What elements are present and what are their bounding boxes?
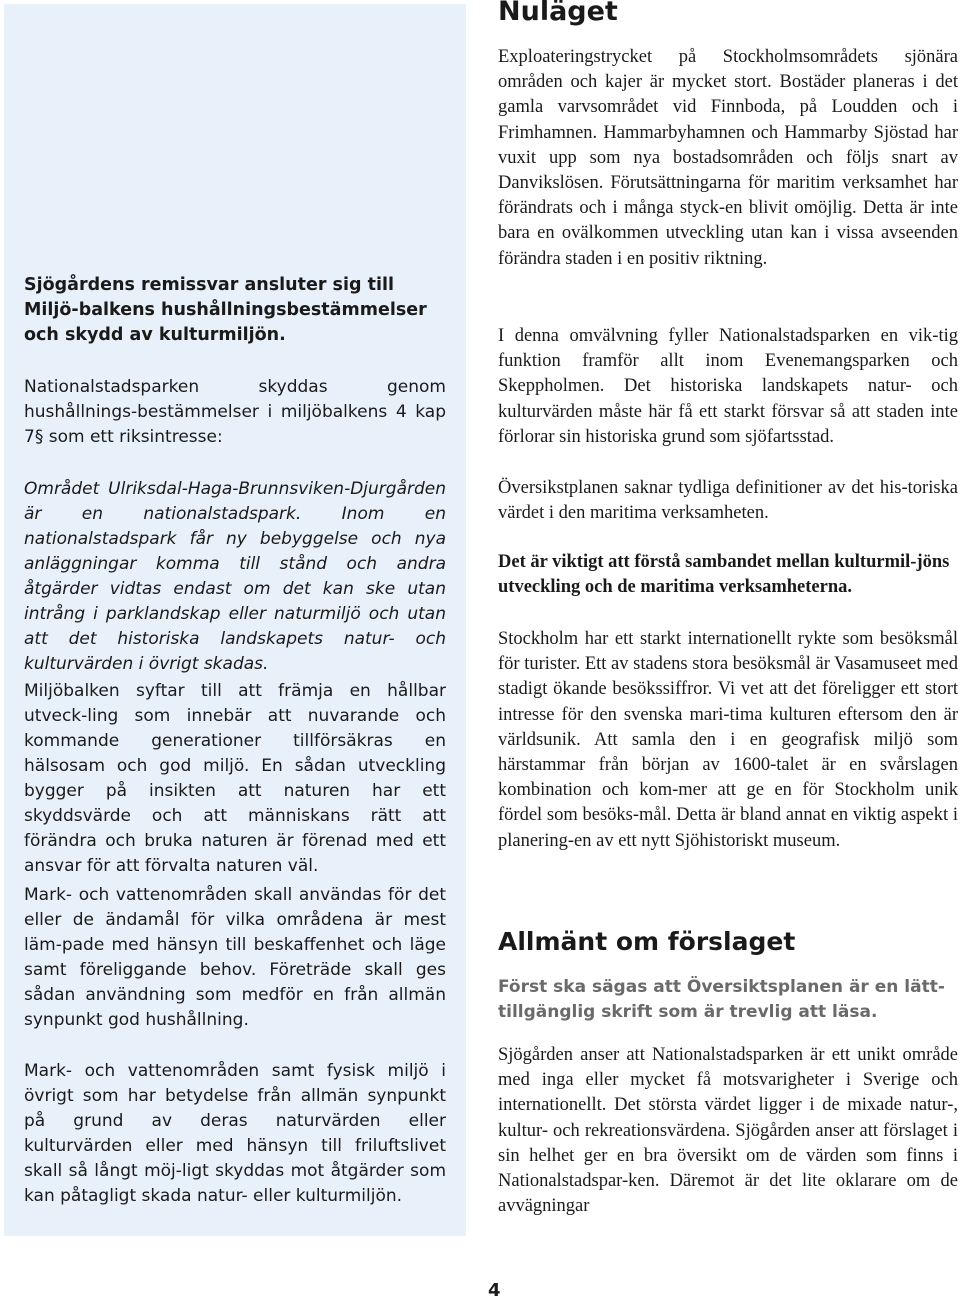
left-paragraph-2: Miljöbalken syftar till att främja en hållbar utveck-ling som innebär att nuvarande och kommande generationer tillförsäkras en hälsosam och god miljö. En sådan utveckling bygger på insikten att naturen har ett skyddsvärde och att människans rätt att förändra och bruka naturen är förenad med ett ansvar för att förvalta naturen väl. [24, 681, 446, 876]
lead-paragraph: Först ska sägas att Översiktsplanen är en lätt-tillgänglig skrift som är trevlig att läsa. [498, 977, 945, 1022]
right-paragraph-1: Exploateringstrycket på Stockholmsområdets sjönära områden och kajer är mycket stort. Bostäder planeras i det gamla varvsområdet vid Finnboda, på Loudden och i Frimhamnen. Hammarbyhamnen och Hammarby Sjöstad har vuxit upp som nya bostadsområden och följs snart av Danvikslösen. Förutsättningarna för maritim verksamhet har förändrats och i många styck-en blivit omöjlig. Detta är inte bara en ovälkommen utveckling utan kan i vissa avseenden förändra staden i en positiv riktning. [498, 47, 958, 269]
left-paragraph-1: Nationalstadsparken skyddas genom hushållnings-bestämmelser i miljöbalkens 4 kap 7§ som ett riksintresse: [24, 377, 446, 447]
left-paragraph-4: Mark- och vattenområden samt fysisk miljö i övrigt som har betydelse från allmän synpunkt på grund av deras naturvärden eller kulturvärden eller med hänsyn till friluftslivet skall så långt möj-ligt skyddas mot åtgärder som kan påtagligt skada natur- eller kulturmiljön. [24, 1061, 446, 1206]
left-quote: Området Ulriksdal-Haga-Brunnsviken-Djurgården är en nationalstadspark. Inom en nationalstadspark får ny bebyggelse och nya anläggningar komma till stånd och andra åtgärder vidtas endast om det kan ske utan intrång i parklandskap eller naturmiljö och utan att det historiska landskapets natur- och kulturvärden i övrigt skadas. [24, 479, 446, 674]
right-paragraph-2: I denna omvälvning fyller Nationalstadsparken en vik-tig funktion framför allt inom Evenemangsparken och Skeppholmen. Det historiska landskapets natur- och kulturvärden måste här få ett starkt försvar så att staden inte förlorar sin historiska grund som sjöfartsstad. [498, 326, 958, 447]
right-emphasis-paragraph: Det är viktigt att förstå sambandet mellan kulturmil-jöns utveckling och de maritima verksamheterna. [498, 552, 950, 598]
page-number: 4 [488, 1280, 501, 1301]
right-paragraph-5: Stockholm har ett starkt internationellt rykte som besöksmål för turister. Ett av stadens stora besöksmål är Vasamuseet med stadigt ökande besökssiffror. Vi vet att det föreligger ett stort intresse för den svenska mari-tima kulturen eftersom den är världsunik. Att samla den i en geografisk miljö som härstammar från början av 1600-talet är en svårslagen kombination och kom-mer att ge en för Stockholm unik fördel som besöks-mål. Detta är bland annat en viktig aspekt i planering-en av ett nytt Sjöhistoriskt museum. [498, 629, 958, 851]
section-heading-allmant: Allmänt om förslaget [498, 927, 796, 956]
right-paragraph-6: Sjögården anser att Nationalstadsparken är ett unikt område med inga eller mycket få motsvarigheter i Sverige och internationellt. Det största värdet ligger i de mixade natur-, kultur- och rekreationsvärdena. Sjögården anser att förslaget i sin helhet ger en bra översikt om de värden som finns i Nationalstadspar-ken. Däremot är det lite oklarare om de avvägningar [498, 1045, 958, 1217]
section-heading-nulaget: Nuläget [498, 0, 618, 27]
left-heading: Sjögårdens remissvar ansluter sig till Miljö-balkens hushållningsbestämmelser och skydd av kulturmiljön. [24, 275, 427, 345]
left-paragraph-3: Mark- och vattenområden skall användas för det eller de ändamål för vilka områdena är mest läm-pade med hänsyn till beskaffenhet och läge samt föreliggande behov. Företräde skall ges sådan användning som medför en från allmän synpunkt god hushållning. [24, 885, 446, 1030]
right-paragraph-3: Översikstplanen saknar tydliga definitioner av det his-toriska värdet i den maritima verksamheten. [498, 478, 958, 524]
